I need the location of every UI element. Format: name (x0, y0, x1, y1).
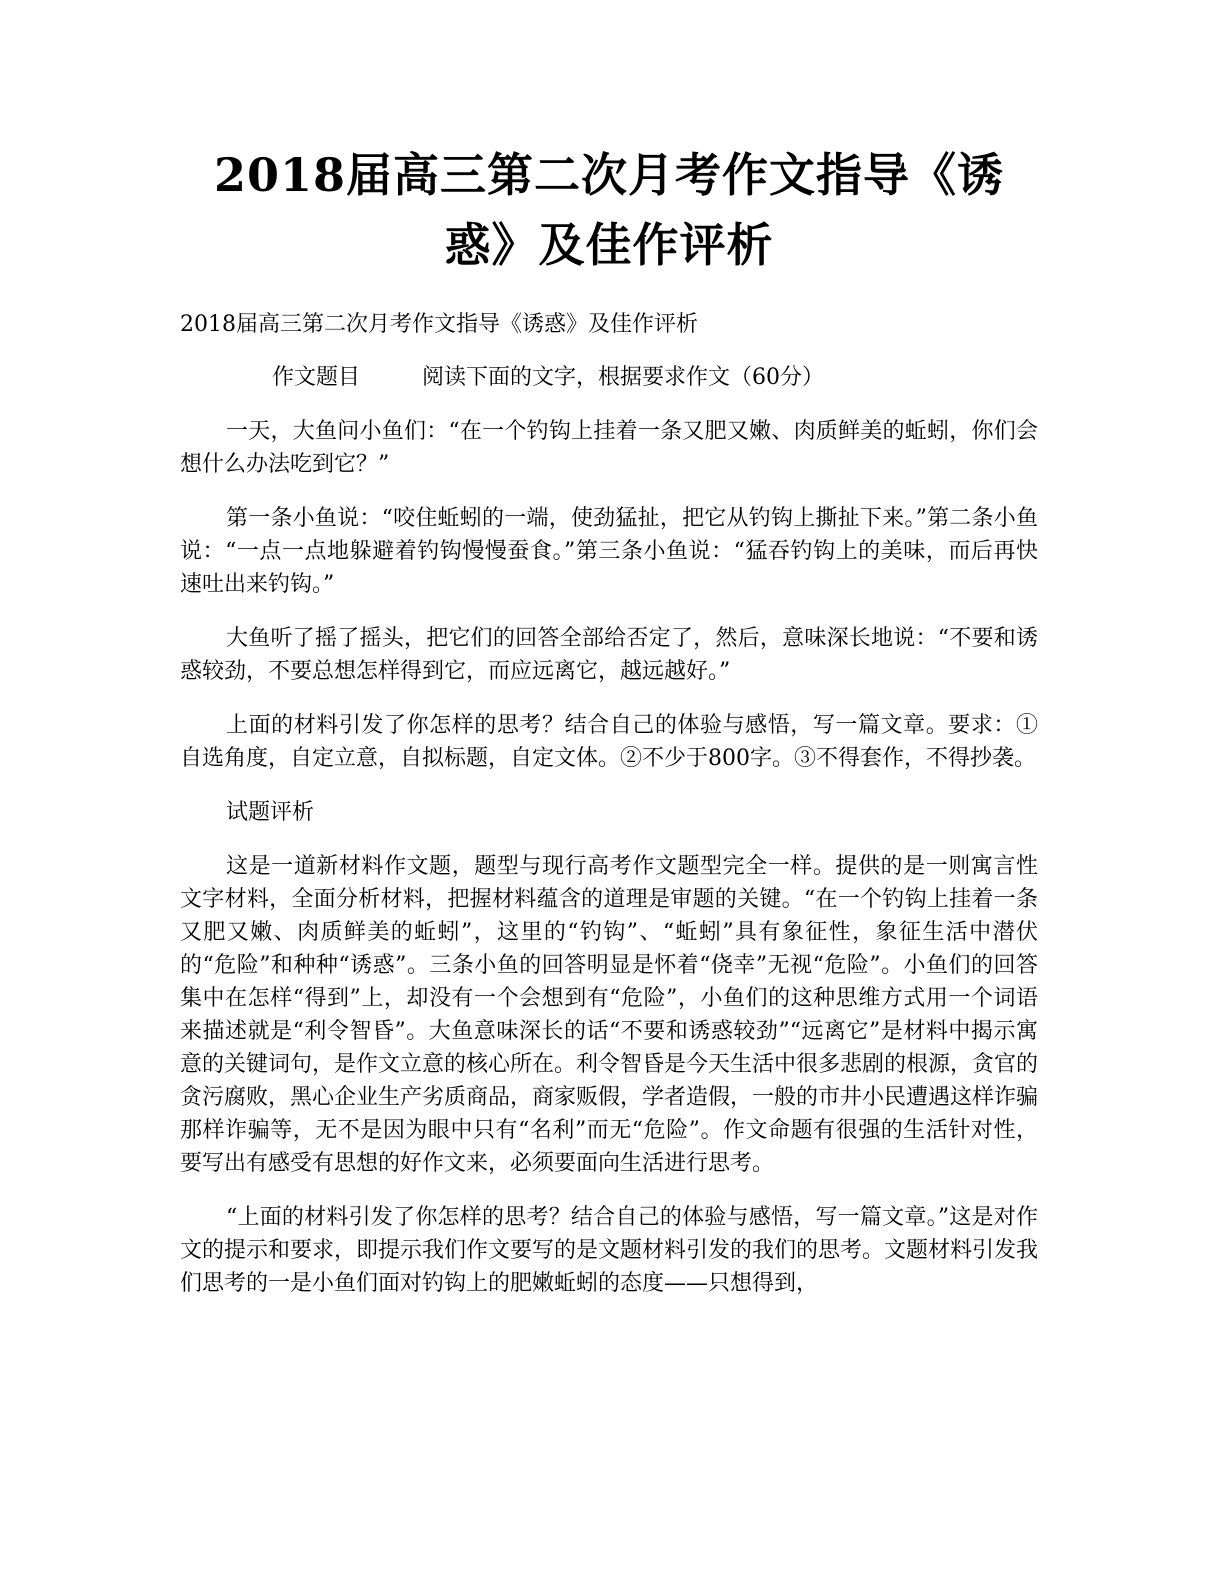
paragraph-1: 一天，大鱼问小鱼们：“在一个钓钩上挂着一条又肥又嫩、肉质鲜美的蚯蚓，你们会想什么办法吃到它？” (180, 419, 1038, 477)
document-page (180, 140, 1038, 1321)
paragraph-5: 这是一道新材料作文题，题型与现行高考作文题型完全一样。提供的是一则寓言性文字材料，全面分析材料，把握材料蕴含的道理是审题的关键。“在一个钓钩上挂着一条又肥又嫩、肉质鲜美的蚯蚓”，这里的“钓钩”、“蚯蚓”具有象征性，象征生活中潜伏的“危险”和种种“诱惑”。三条小鱼的回答明显是怀着“侥幸”无视“危险”。小鱼们的回答集中在怎样“得到”上，却没有一个会想到有“危险”，小鱼们的这种思维方式用一个词语来描述就是“利令智昏”。大鱼意味深长的话“不要和诱惑较劲”“远离它”是材料中揭示寓意的关键词句，是作文立意的核心所在。利令智昏是今天生活中很多悲剧的根源，贪官的贪污腐败，黑心企业生产劣质商品，商家贩假，学者造假，一般的市井小民遭遇这样诈骗那样诈骗等，无不是因为眼中只有“名利”而无“危险”。作文命题有很强的生活针对性，要写出有感受有思想的好作文来，必须要面向生活进行思考。 (180, 854, 1039, 1176)
paragraph-3: 大鱼听了摇了摇头，把它们的回答全部给否定了，然后，意味深长地说：“不要和诱惑较劲，不要总想怎样得到它，而应远离它，越远越好。” (180, 626, 1038, 684)
document-subtitle: 2018届高三第二次月考作文指导《诱惑》及佳作评析 (180, 312, 698, 337)
prompt-label: 作文题目 (272, 365, 361, 390)
paragraph-6: “上面的材料引发了你怎样的思考？结合自己的体验与感悟，写一篇文章。”这是对作文的提示和要求，即提示我们作文要写的是文题材料引发的我们的思考。文题材料引发我们思考的一是小鱼们面对钓钩上的肥嫩蚯蚓的态度——只想得到， (180, 1205, 1039, 1296)
paragraph-2: 第一条小鱼说：“咬住蚯蚓的一端，使劲猛扯，把它从钓钩上撕扯下来。”第二条小鱼说：“一点一点地躲避着钓钩慢慢蚕食。”第三条小鱼说：“猛吞钓钩上的美味，而后再快速吐出来钓钩。” (180, 506, 1038, 597)
prompt-text: 阅读下面的文字，根据要求作文（60分） (422, 365, 825, 390)
prompt-line (180, 361, 1038, 394)
document-title: 2018届高三第二次月考作文指导《诱惑》及佳作评析 (213, 148, 1005, 272)
section-heading-analysis: 试题评析 (226, 800, 315, 825)
paragraph-4: 上面的材料引发了你怎样的思考？结合自己的体验与感悟，写一篇文章。要求：①自选角度，自定立意，自拟标题，自定文体。②不少于800字。③不得套作，不得抄袭。 (180, 713, 1038, 771)
